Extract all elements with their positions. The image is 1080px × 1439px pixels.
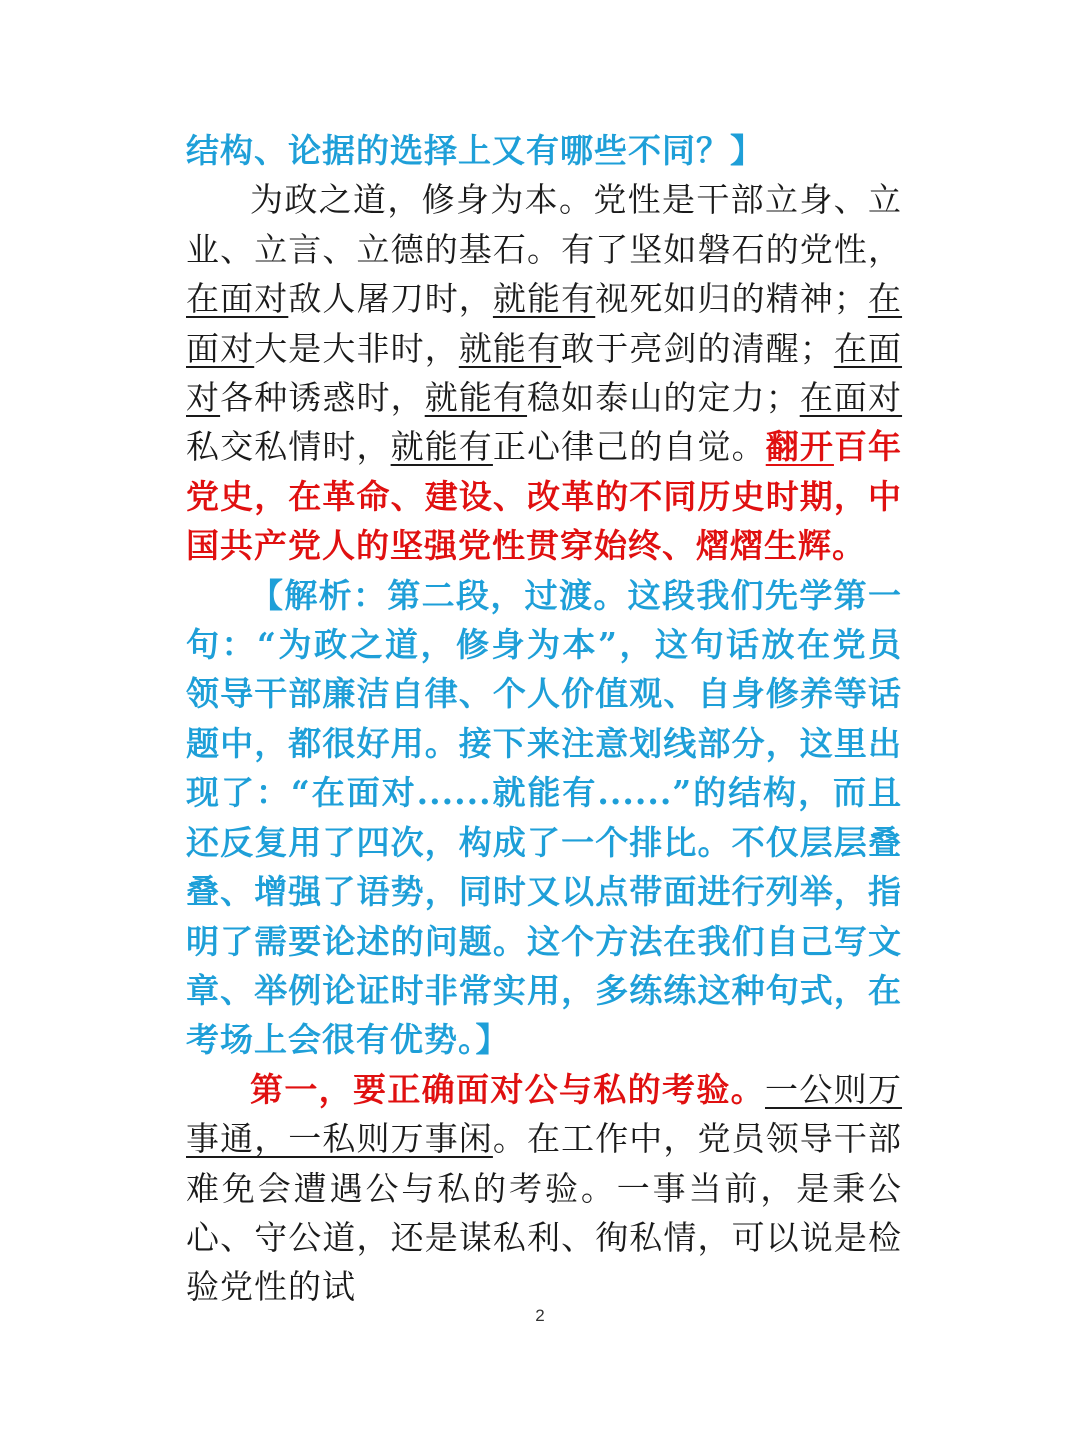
body-text: 正心律己的自觉。	[492, 427, 766, 467]
body-text: 敢于亮剑的清醒；	[561, 328, 834, 368]
page-number: 2	[535, 1306, 545, 1325]
underlined-phrase: 在面对	[186, 328, 903, 418]
analysis-text: 结构、论据的选择上又有哪些不同？】	[186, 131, 764, 170]
body-text: 各种诱惑时，	[220, 378, 425, 418]
emphasis-underlined: 翻开	[765, 427, 834, 467]
body-text: 。在工作中，党员领导干部难免会遭遇公与私的考验。一事当前，是秉公心、守公道，还是谋私利、徇私情，可以说是检验党性的试	[186, 1119, 903, 1307]
body-text: 私交私情时，	[186, 427, 391, 467]
body-text: 为政之道，修身为本。党性是干部立身、立业、立言、立德的基石。有了坚如磐石的党性，	[186, 180, 902, 269]
body-text: 视死如归的精神；	[595, 279, 868, 319]
underlined-phrase: 就能有	[424, 378, 528, 418]
document-page	[186, 126, 902, 1312]
body-paragraph-party-spirit	[186, 175, 902, 570]
underlined-phrase: 在面对	[186, 279, 903, 368]
section-heading-text: 第一，要正确面对公与私的考验。	[250, 1069, 765, 1109]
underlined-phrase: 在面对	[186, 279, 289, 319]
underlined-phrase: 在面对	[799, 378, 903, 418]
underlined-phrase: 就能有	[390, 427, 493, 467]
analysis-paragraph	[186, 571, 902, 1065]
underlined-phrase: 就能有	[458, 328, 562, 368]
analysis-closing-line	[186, 126, 902, 175]
body-text: 敌人屠刀时，	[288, 279, 493, 319]
body-text: 大是大非时，	[254, 328, 459, 368]
body-paragraph-public-private	[186, 1065, 902, 1312]
emphasis-text: 百年党史，在革命、建设、改革的不同历史时期，中国共产党人的坚强党性贯穿始终、熠熠生辉。	[186, 427, 903, 566]
underlined-phrase: 就能有	[492, 279, 596, 319]
body-text: 稳如泰山的定力；	[527, 378, 800, 418]
underlined-phrase: 一公则万事通，一私则万事闲	[186, 1069, 903, 1159]
analysis-text: 【解析：第二段，过渡。这段我们先学第一句：“为政之道，修身为本”，这句话放在党员领导干部廉洁自律、个人价值观、自身修养等话题中，都很好用。接下来注意划线部分，这里出现了：“在面对......就能有......”的结构，而且还反复用了四次，构成了一个排比。不仅层层叠叠、增强了语势，同时又以点带面进行列举，指明了需要论述的问题。这个方法在我们自己写文章、举例论证时非常实用，多练练这种句式，在考场上会很有优势。】	[186, 575, 902, 1060]
